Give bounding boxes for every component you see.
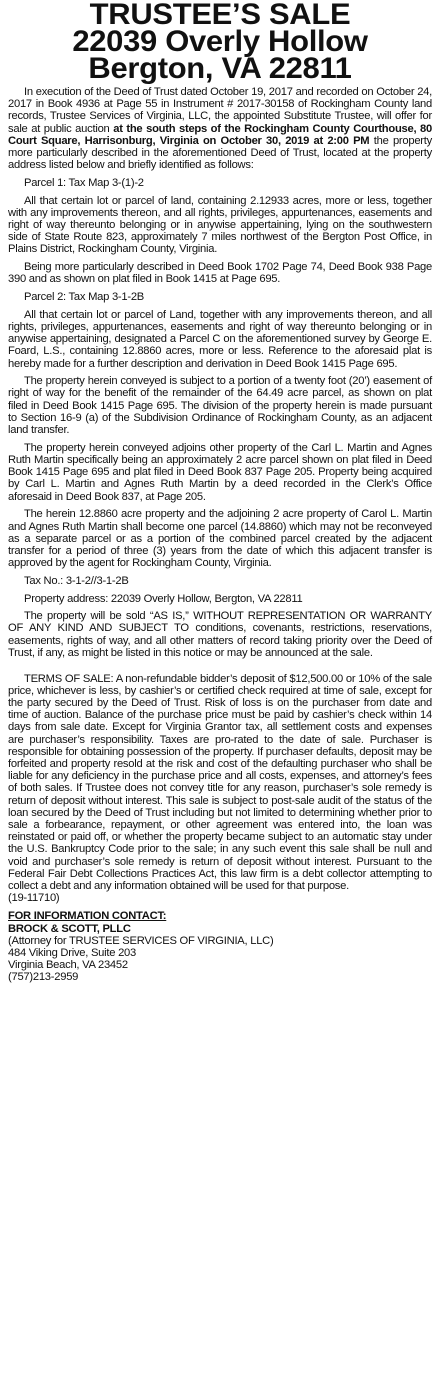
contact-attorney-for: (Attorney for TRUSTEE SERVICES OF VIRGINIA, LLC) xyxy=(8,934,274,947)
notice-headline xyxy=(8,0,432,85)
parcel1-description: All that certain lot or parcel of land, containing 2.12933 acres, more or less, together with any improvements thereon, and all rights, privileges, appurtenances, easements and right of way thereunto belonging or in anywise appertaining, lying on the southwestern side of State Route 823, approximately 7 miles northwest of the Bergton Post Office, in Plains District, Rockingham County, Virginia. xyxy=(8,194,432,256)
property-address: Property address: 22039 Overly Hollow, Bergton, VA 22811 xyxy=(24,592,303,605)
as-is-paragraph: The property will be sold “AS IS,” WITHOUT REPRESENTATION OR WARRANTY OF ANY KIND AND SUBJECT TO conditions, covenants, restrictions, reservations, easements, rights of way, and all other matters of record taking priority over the Deed of Trust, if any, as might be listed in this notice or may be announced at the sale. xyxy=(8,610,432,659)
reference-number: (19-11710) xyxy=(8,892,60,905)
headline-street: 22039 Overly Hollow xyxy=(72,25,368,58)
parcel1-deed-reference: Being more particularly described in Deed Book 1702 Page 74, Deed Book 938 Page 390 and as shown on plat filed in Book 1415 at Page 695. xyxy=(8,261,432,286)
contact-firm: BROCK & SCOTT, PLLC xyxy=(8,922,131,935)
contact-city: Virginia Beach, VA 23452 xyxy=(8,959,128,972)
contact-label: FOR INFORMATION CONTACT: xyxy=(8,910,167,923)
legal-notice xyxy=(0,1,440,1373)
parcel2-heading: Parcel 2: Tax Map 3-1-2B xyxy=(24,291,145,304)
parcel1-heading: Parcel 1: Tax Map 3-(1)-2 xyxy=(24,176,144,189)
tax-number: Tax No.: 3-1-2//3-1-2B xyxy=(24,574,129,587)
notice-body xyxy=(8,86,432,984)
contact-street: 484 Viking Drive, Suite 203 xyxy=(8,947,136,959)
intro-text-a: In execution of the Deed of Trust dated October 19, 2017 and recorded on October 24, 2017 in Book 4936 at Page 55 in Instrument # 2017-30158 of Rockingham County land records, Trustee Services of Virginia, LLC, the appointed Substitute Trustee, will offer for sale at public auction xyxy=(8,86,432,135)
contact-phone: (757)213-2959 xyxy=(8,971,79,984)
section-spacer xyxy=(8,665,432,673)
parcel2-description: All that certain lot or parcel of Land, together with any improvements thereon, and all rights, privileges, appurtenances, easements and right of way thereunto belonging or in anywise appertaining, designated a Parcel C on the aforementioned survey by George E. Foard, L.S., containing 12.8860 acres, more or less. Reference to the aforesaid plat is hereby made for a further description and derivation in Deed Book 1415 Page 695. xyxy=(8,308,432,370)
easement-paragraph: The property herein conveyed is subject to a portion of a twenty foot (20’) easement of right of way for the benefit of the remainder of the 64.49 acre parcel, as shown on plat filed in Deed Book 1415 Page 695. The division of the property herein is made pursuant to Section 16-9 (a) of the Subdivision Ordinance of Rockingham County, as an adjacent land transfer. xyxy=(8,375,432,437)
intro-sale-location: at the south steps of the Rockingham County Courthouse, 80 Court Square, Harrisonburg, Virginia on October 30, 2019 at 2:00 PM xyxy=(8,122,432,147)
combined-parcel-paragraph: The herein 12.8860 acre property and the adjoining 2 acre property of Carol L. Martin and Agnes Ruth Martin shall become one parcel (14.8860) which may not be reconveyed as a separate parcel or as a portion of the combined parcel created by the adjacent transfer for a period of three (3) years from the date of which this adjacent transfer is approved by the agent for Rockingham County, Virginia. xyxy=(8,508,432,570)
terms-of-sale-paragraph: TERMS OF SALE: A non-refundable bidder’s deposit of $12,500.00 or 10% of the sale price, whichever is less, by cashier’s or certified check required at time of sale, except for the party secured by the Deed of Trust. Risk of loss is on the purchaser from date and time of auction. Balance of the purchase price must be paid by cashier’s check within 14 days from sale date. Except for Virginia Grantor tax, all settlement costs and expenses are purchaser’s responsibility. Taxes are pro-rated to the date of sale. Purchaser is responsible for obtaining possession of the property. If purchaser defaults, deposit may be forfeited and property resold at the risk and cost of the defaulting purchaser who shall be liable for any deficiency in the purchase price and all costs, expenses, and attorney’s fees of both sales. If Trustee does not convey title for any reason, purchaser’s sole remedy is return of deposit without interest. This sale is subject to post-sale audit of the status of the loan secured by the Deed of Trust including but not limited to determining whether prior to sale a forbearance, repayment, or other agreement was entered into, the loan was reinstated or paid off, or whether the property became subject to an automatic stay under the U.S. Bankruptcy Code prior to the sale; in any such event this sale shall be null and void and purchaser’s sole remedy is return of deposit without interest. Pursuant to the Federal Fair Debt Collections Practices Act, this law firm is a debt collector attempting to collect a debt and any information obtained will be used for that purpose. xyxy=(8,672,432,892)
intro-text-b: the property more particularly described in the aforementioned Deed of Trust, located at the property address listed below and briefly identified as follows: xyxy=(8,134,432,172)
contact-block xyxy=(8,910,432,983)
intro-paragraph xyxy=(8,86,432,171)
headline-title: TRUSTEE’S SALE xyxy=(89,0,351,31)
adjoining-property-paragraph: The property herein conveyed adjoins other property of the Carl L. Martin and Agnes Ruth Martin specifically being an approximately 2 acre parcel shown on plat filed in Deed Book 1415 Page 695 and plat filed in Deed Book 837 Page 205. Property being acquired by Carl L. Martin and Agnes Ruth Martin by a deed recorded in the Clerk’s Office aforesaid in Deed Book 837, at Page 205. xyxy=(8,441,432,503)
headline-city: Bergton, VA 22811 xyxy=(88,52,352,85)
